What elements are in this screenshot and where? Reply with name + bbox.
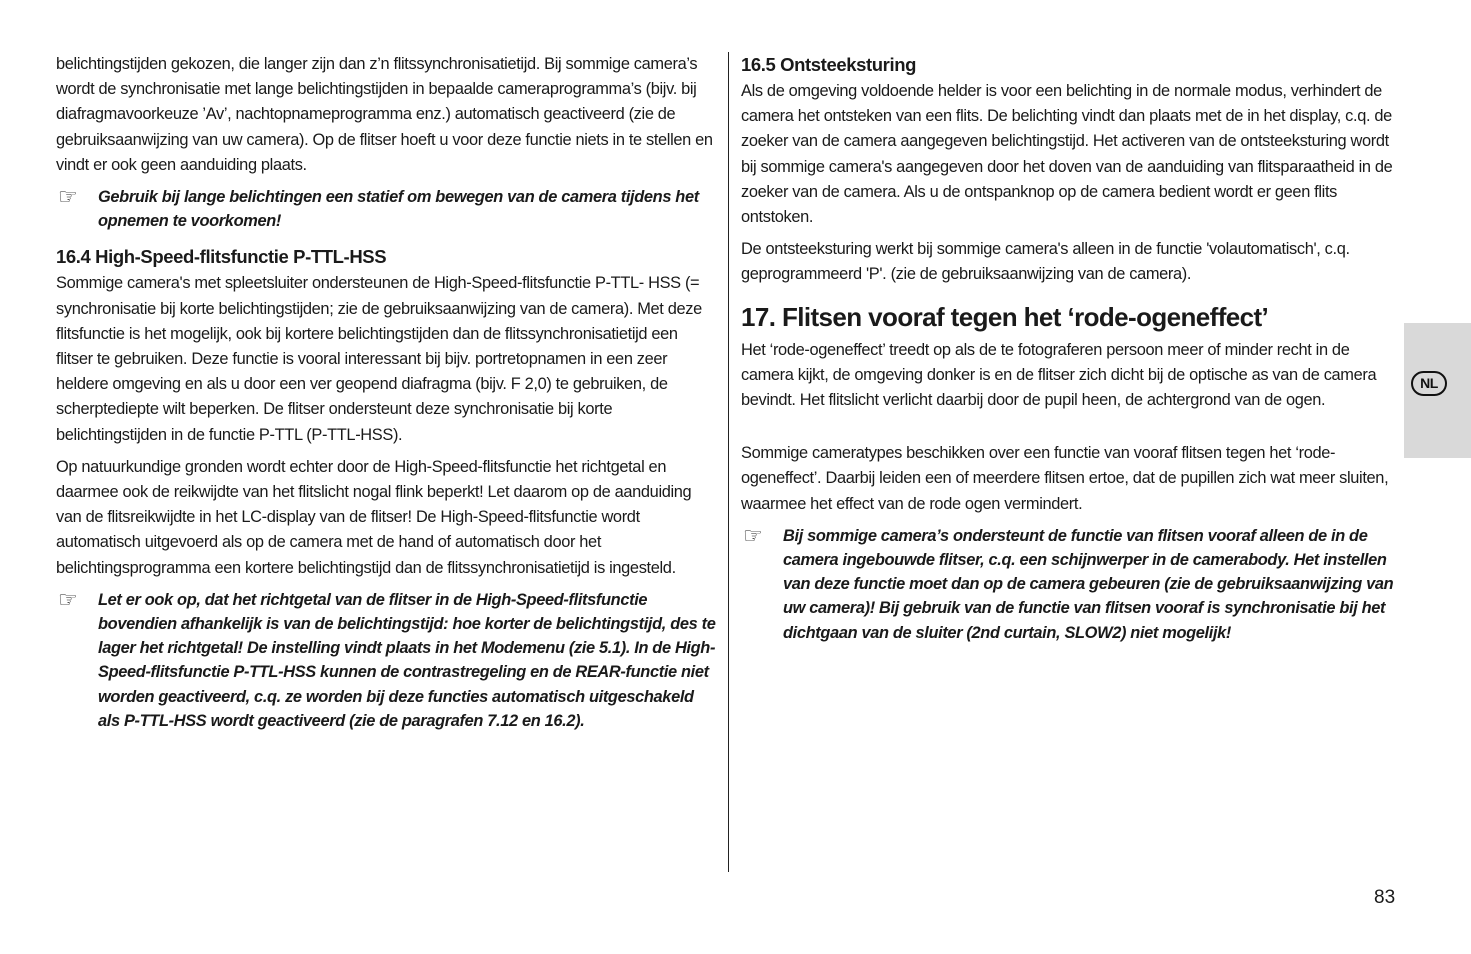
tip-red-eye	[741, 524, 1401, 645]
right-column	[741, 52, 1401, 652]
heading-16-4: 16.4 High-Speed-flitsfunctie P-TTL-HSS	[56, 246, 387, 268]
language-side-tab	[1404, 323, 1471, 458]
language-badge-nl: NL	[1411, 371, 1447, 396]
tip-tripod	[56, 185, 718, 233]
tip-red-eye-text: Bij sommige camera’s ondersteunt de functie van flitsen vooraf alleen de in de camera ingebouwde flitser, c.q. een schijnwerper in de camerabody. Het instellen van deze functie moet dan op de camera gebeuren (zie de gebruiksaanwijzing van uw camera)! Bij gebruik van de functie van flitsen vooraf is synchronisatie bij het dichtgaan van de sluiter (2nd curtain, SLOW2) niet mogelijk!	[783, 526, 1394, 642]
paragraph-gap	[741, 420, 1401, 441]
paragraph-16-5-b: De ontsteeksturing werkt bij sommige camera's alleen in de functie 'volautomatisch', c.q. geprogrammeerd 'P'. (zie de gebruiksaanwijzing van de camera).	[741, 240, 1350, 284]
pointing-hand-icon: ☞	[58, 184, 78, 210]
heading-17: 17. Flitsen vooraf tegen het ‘rode-ogeneffect’	[741, 301, 1269, 332]
column-divider	[728, 52, 729, 872]
tip-tripod-text: Gebruik bij lange belichtingen een statief om bewegen van de camera tijdens het opnemen te voorkomen!	[98, 188, 699, 231]
paragraph-17-a: Het ‘rode-ogeneffect’ treedt op als de te fotograferen persoon meer of minder recht in de camera kijkt, de omgeving donker is en de flitser zich dicht bij de optische as van de camera bevindt. Het flitslicht verlicht daarbij door de pupil heen, de achtergrond van de ogen.	[741, 340, 1377, 410]
tip-hss-text: Let er ook op, dat het richtgetal van de flitser in de High-Speed-flitsfunctie bovendien afhankelijk is van de belichtingstijd: hoe korter de belichtingstijd, des te lager het richtgetal! De instelling vindt plaats in het Modemenu (zie 5.1). In de High-Speed-flitsfunctie P-TTL-HSS kunnen de contrastregeling en de REAR-functie niet worden geactiveerd, c.q. ze worden bij deze functies automatisch uitgeschakeld als P-TTL-HSS wordt geactiveerd (zie de paragrafen 7.12 en 16.2).	[98, 590, 716, 730]
paragraph-17-b: Sommige cameratypes beschikken over een functie van vooraf flitsen tegen het ‘rode-ogeneffect’. Daarbij leiden een of meerdere flitsen ertoe, dat de pupillen zich wat meer sluiten, waarmee het effect van de rode ogen vermindert.	[741, 444, 1389, 513]
paragraph-16-4-b: Op natuurkundige gronden wordt echter door de High-Speed-flitsfunctie het richtgetal en daarmee ook de reikwijdte van het flitslicht nogal flink beperkt! Let daarom op de aanduiding van de flitsreikwijdte in het LC-display van de flitser! De High-Speed-flitsfunctie wordt automatisch uitgevoerd als op de camera met de hand of automatisch door het belichtingsprogramma een kortere belichtingstijd dan de flitssynchronisatietijd is ingesteld.	[56, 457, 692, 577]
paragraph-16-5-a: Als de omgeving voldoende helder is voor een belichting in de normale modus, verhindert de camera het ontsteken van een flits. De belichting vindt dan plaats met de in het display, c.q. de zoeker van de camera aangegeven belichtingstijd. Het activeren van de ontsteeksturing wordt bij sommige camera's aangegeven door het doven van de aanduiding van flitsparaatheid in de zoeker van de camera. Als u de ontspanknop op de camera bedient wordt er geen flits ontstoken.	[741, 82, 1393, 227]
tip-hss	[56, 588, 718, 733]
paragraph-16-4-a: Sommige camera's met spleetsluiter ondersteunen de High-Speed-flitsfunctie P-TTL- HSS (= synchronisatie bij korte belichtingstijden; zie de gebruiksaanwijzing van de camera). Met deze flitsfunctie is het mogelijk, ook bij kortere belichtingstijden dan de flitssynchronisatietijd een flitser te gebruiken. Deze functie is vooral interessant bij bijv. portretopnamen in een zeer heldere omgeving en als u door een ver geopend diafragma (bijv. F 2,0) te gebruiken, de scherptediepte wilt beperken. De flitser ondersteunt deze synchronisatie bij korte belichtingstijden in de functie P-TTL (P-TTL-HSS).	[56, 274, 702, 444]
pointing-hand-icon: ☞	[58, 586, 78, 612]
pointing-hand-icon: ☞	[743, 522, 763, 548]
heading-16-5: 16.5 Ontsteeksturing	[741, 54, 917, 75]
intro-paragraph: belichtingstijden gekozen, die langer zijn dan z’n flitssynchronisatietijd. Bij sommige camera’s wordt de synchronisatie met lange belichtingstijden in bepaalde cameraprogramma’s (bijv. bij diafragmavoorkeuze ’Av’, nachtopnameprogramma enz.) automatisch geactiveerd (zie de gebruiksaanwijzing van uw camera). Op de flitser hoeft u voor deze functie niets in te stellen en vindt er ook geen aanduiding plaats.	[56, 55, 713, 174]
left-column	[56, 52, 718, 740]
page-number: 83	[1374, 887, 1396, 908]
